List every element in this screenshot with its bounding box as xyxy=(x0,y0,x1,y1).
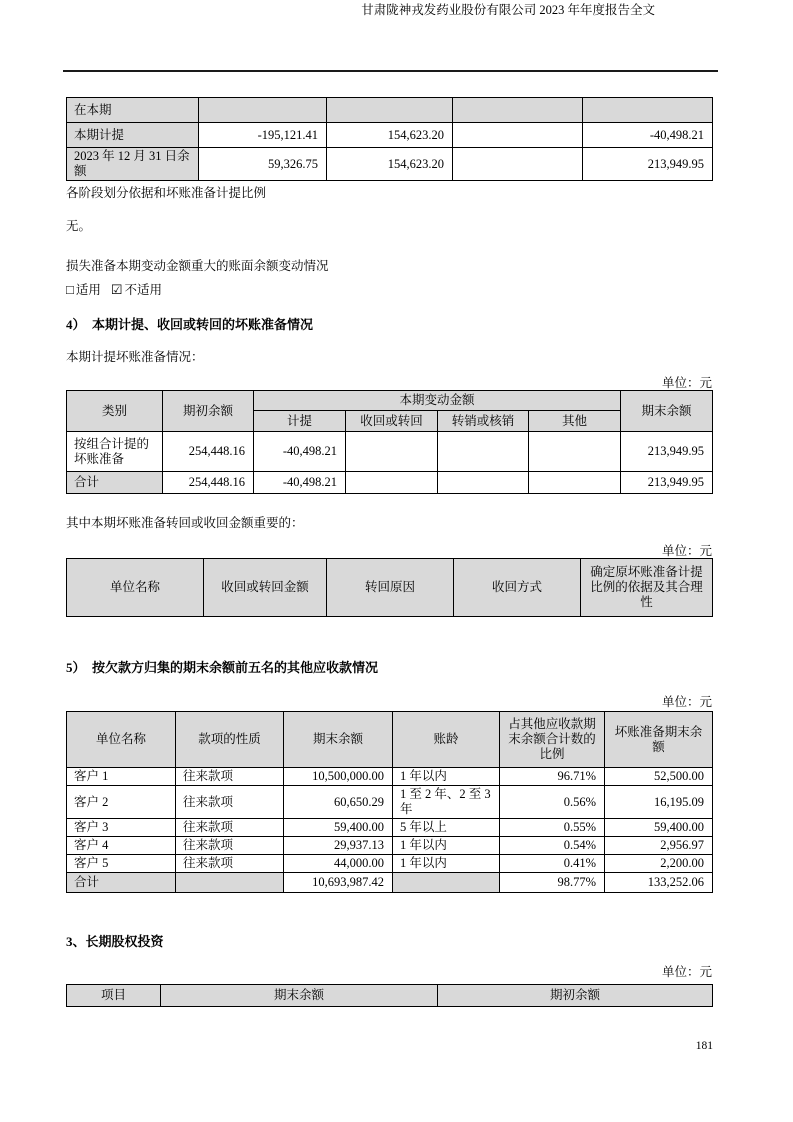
table-cell: 133,252.06 xyxy=(605,873,713,893)
column-header: 确定原坏账准备计提比例的依据及其合理性 xyxy=(581,559,713,617)
table-cell: -40,498.21 xyxy=(254,472,346,494)
unit-label: 单位：元 xyxy=(661,695,712,709)
table-cell xyxy=(438,472,529,494)
table-cell: 59,326.75 xyxy=(199,148,327,181)
table-cell: 客户 2 xyxy=(67,786,176,819)
table-cell: 60,650.29 xyxy=(284,786,393,819)
table-cell: 0.55% xyxy=(500,819,605,837)
column-header: 类别 xyxy=(67,391,163,432)
table-cell: 往来款项 xyxy=(176,786,284,819)
table-cell: 客户 4 xyxy=(67,837,176,855)
table-cell: 5 年以上 xyxy=(393,819,500,837)
section3-heading: 3、长期股权投资 xyxy=(66,934,164,949)
table-cell: 1 至 2 年、2 至 3 年 xyxy=(393,786,500,819)
table-cell xyxy=(529,472,621,494)
table-cell: 客户 3 xyxy=(67,819,176,837)
note-none: 无。 xyxy=(66,219,92,233)
table-cell: 59,400.00 xyxy=(605,819,713,837)
note-important-recovery: 其中本期坏账准备转回或收回金额重要的： xyxy=(66,516,304,530)
table-cell: 按组合计提的坏账准备 xyxy=(67,432,163,472)
section4-heading: 4） 本期计提、收回或转回的坏账准备情况 xyxy=(66,317,314,332)
table-cell: 213,949.95 xyxy=(583,148,713,181)
column-header: 收回方式 xyxy=(454,559,581,617)
table-cell: 29,937.13 xyxy=(284,837,393,855)
table-cell: 1 年以内 xyxy=(393,837,500,855)
unit-label: 单位：元 xyxy=(661,376,712,390)
table-cell: 10,500,000.00 xyxy=(284,768,393,786)
column-header: 期初余额 xyxy=(438,985,713,1007)
long-term-equity-table xyxy=(66,984,713,1007)
table-cell xyxy=(438,432,529,472)
unit-label: 单位：元 xyxy=(661,965,712,979)
table-cell: 0.56% xyxy=(500,786,605,819)
column-header: 期末余额 xyxy=(621,391,713,432)
column-header: 期末余额 xyxy=(284,712,393,768)
table-cell xyxy=(453,98,583,123)
column-header: 转销或核销 xyxy=(438,411,529,432)
section4-subtitle: 本期计提坏账准备情况： xyxy=(66,350,204,364)
table-cell: 254,448.16 xyxy=(163,472,254,494)
column-header: 款项的性质 xyxy=(176,712,284,768)
bad-debt-provision-table xyxy=(66,390,713,494)
table-cell: 客户 1 xyxy=(67,768,176,786)
table-cell: 在本期 xyxy=(67,98,199,123)
table-cell: 往来款项 xyxy=(176,819,284,837)
note-basis: 各阶段划分依据和坏账准备计提比例 xyxy=(66,186,267,200)
header-divider xyxy=(63,70,718,72)
checkbox-checked-icon: ☑ xyxy=(110,282,123,297)
table-cell: 44,000.00 xyxy=(284,855,393,873)
table-cell: 59,400.00 xyxy=(284,819,393,837)
table-cell xyxy=(583,98,713,123)
table-cell: 1 年以内 xyxy=(393,768,500,786)
table-cell: 往来款项 xyxy=(176,855,284,873)
table-cell: 合计 xyxy=(67,472,163,494)
table-cell: 10,693,987.42 xyxy=(284,873,393,893)
checkbox-unchecked-icon: □ xyxy=(66,282,74,297)
column-header: 本期变动金额 xyxy=(254,391,621,411)
table-cell: 98.77% xyxy=(500,873,605,893)
section5-heading: 5） 按欠款方归集的期末余额前五名的其他应收款情况 xyxy=(66,660,379,675)
table-cell: 1 年以内 xyxy=(393,855,500,873)
table-cell: 客户 5 xyxy=(67,855,176,873)
column-header: 计提 xyxy=(254,411,346,432)
table-cell: 254,448.16 xyxy=(163,432,254,472)
note-loss-change: 损失准备本期变动金额重大的账面余额变动情况 xyxy=(66,259,329,273)
table-cell xyxy=(346,432,438,472)
table-cell: 0.54% xyxy=(500,837,605,855)
table-cell: 2,956.97 xyxy=(605,837,713,855)
table-cell xyxy=(393,873,500,893)
unit-label: 单位：元 xyxy=(661,544,712,558)
table-cell: -195,121.41 xyxy=(199,123,327,148)
applicability-line xyxy=(66,280,712,298)
table-cell: 本期计提 xyxy=(67,123,199,148)
applicable-label: 适用 xyxy=(75,283,101,297)
table-cell: 2,200.00 xyxy=(605,855,713,873)
table-cell: 合计 xyxy=(67,873,176,893)
column-header: 期末余额 xyxy=(161,985,438,1007)
table-cell xyxy=(529,432,621,472)
column-header: 其他 xyxy=(529,411,621,432)
table-cell: 213,949.95 xyxy=(621,472,713,494)
table-cell: 154,623.20 xyxy=(327,148,453,181)
table-cell xyxy=(453,148,583,181)
table-cell: 2023 年 12 月 31 日余额 xyxy=(67,148,199,181)
table-cell xyxy=(327,98,453,123)
column-header: 转回原因 xyxy=(327,559,454,617)
not-applicable-label: 不适用 xyxy=(124,283,163,297)
table-cell: 往来款项 xyxy=(176,837,284,855)
table-cell: 52,500.00 xyxy=(605,768,713,786)
column-header: 收回或转回金额 xyxy=(204,559,327,617)
stage-balance-table xyxy=(66,97,713,181)
table-cell xyxy=(453,123,583,148)
page-number: 181 xyxy=(695,1040,713,1052)
column-header: 坏账准备期末余额 xyxy=(605,712,713,768)
table-cell xyxy=(346,472,438,494)
recovery-detail-table xyxy=(66,558,713,617)
column-header: 项目 xyxy=(67,985,161,1007)
column-header: 占其他应收款期末余额合计数的比例 xyxy=(500,712,605,768)
report-header-title: 甘肃陇神戎发药业股份有限公司 2023 年年度报告全文 xyxy=(361,3,655,17)
table-cell: -40,498.21 xyxy=(583,123,713,148)
table-cell: 往来款项 xyxy=(176,768,284,786)
table-cell xyxy=(199,98,327,123)
table-cell: 0.41% xyxy=(500,855,605,873)
table-cell: -40,498.21 xyxy=(254,432,346,472)
table-cell: 154,623.20 xyxy=(327,123,453,148)
table-cell: 16,195.09 xyxy=(605,786,713,819)
table-cell: 213,949.95 xyxy=(621,432,713,472)
table-cell: 96.71% xyxy=(500,768,605,786)
top5-other-receivables-table xyxy=(66,711,713,893)
column-header: 单位名称 xyxy=(67,712,176,768)
column-header: 账龄 xyxy=(393,712,500,768)
column-header: 期初余额 xyxy=(163,391,254,432)
table-cell xyxy=(176,873,284,893)
column-header: 收回或转回 xyxy=(346,411,438,432)
column-header: 单位名称 xyxy=(67,559,204,617)
